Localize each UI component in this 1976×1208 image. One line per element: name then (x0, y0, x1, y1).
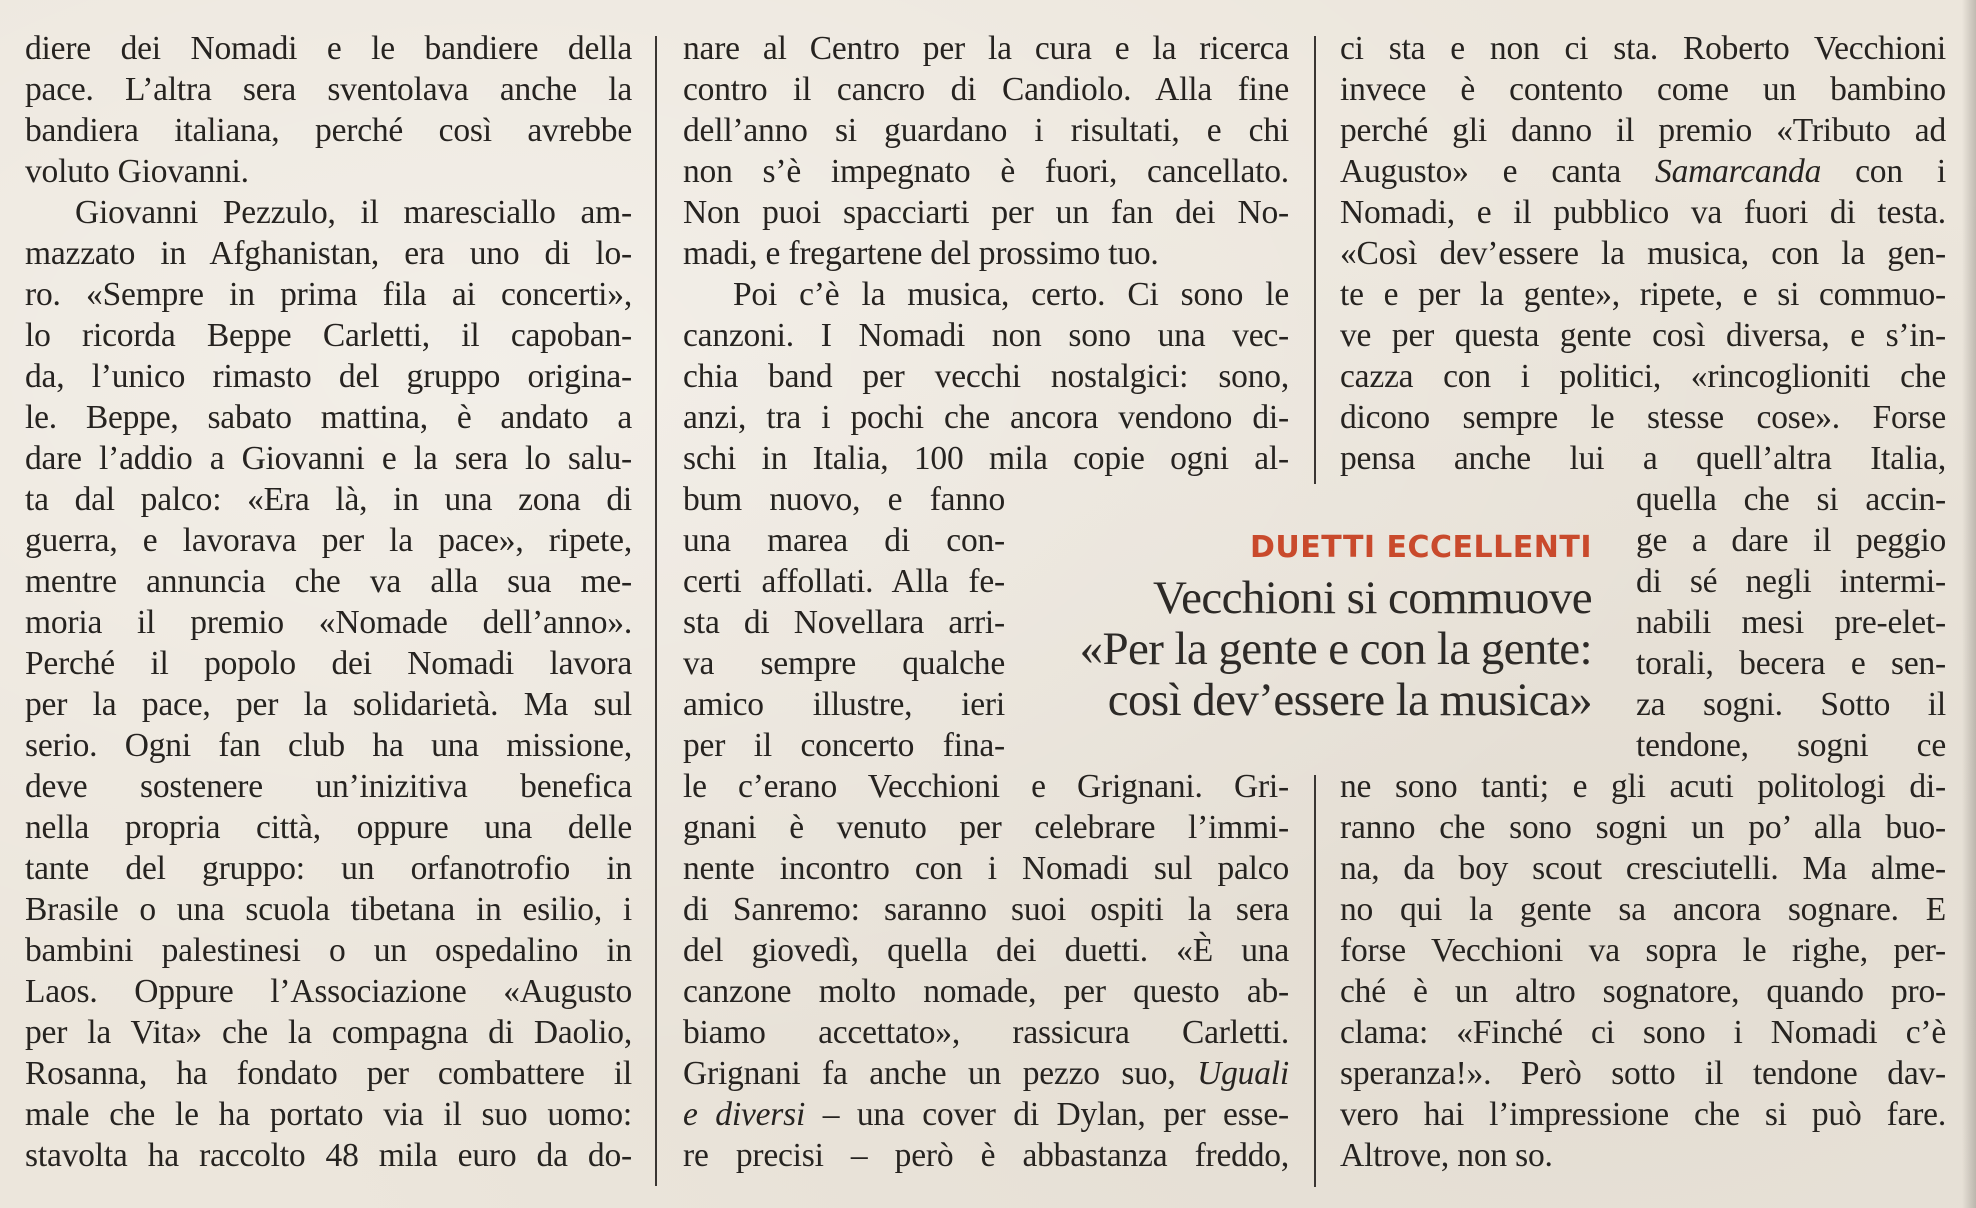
text-line: Perché il popolo dei Nomadi lavora (25, 645, 632, 682)
text-line: contro il cancro di Candiolo. Alla fine (683, 71, 1289, 108)
column-rule-right-top (1314, 36, 1316, 484)
text-line: per il concerto fina- (683, 727, 1005, 764)
paragraph-start-line: Poi c’è la musica, certo. Ci sono le (733, 276, 1289, 313)
text-line: guerra, e lavorava per la pace», ripete, (25, 522, 632, 559)
text-line: bambini palestinesi o un ospedalino in (25, 932, 632, 969)
text-line: ta dal palco: «Era là, in una zona di (25, 481, 632, 518)
text-line: voluto Giovanni. (25, 153, 249, 190)
text-line: re precisi – però è abbastanza freddo, (683, 1137, 1289, 1174)
text-line: diere dei Nomadi e le bandiere della (25, 30, 632, 67)
text-run: – una cover di Dylan, per esse- (822, 1096, 1289, 1133)
pull-quote-headline-line: «Per la gente e con la gente: (1079, 623, 1592, 675)
text-line: da, l’unico rimasto del gruppo origina- (25, 358, 632, 395)
text-line: va sempre qualche (683, 645, 1005, 682)
text-line-with-title (683, 1094, 1289, 1135)
text-line: serio. Ogni fan club ha una missione, (25, 727, 632, 764)
text-line: ci sta e non ci sta. Roberto Vecchioni (1340, 30, 1946, 67)
text-line: dicono sempre le stesse cose». Forse (1340, 399, 1946, 436)
text-line: canzone molto nomade, per questo ab- (683, 973, 1289, 1010)
text-line: torali, becera e sen- (1636, 645, 1946, 682)
text-line: le. Beppe, sabato mattina, è andato a (25, 399, 632, 436)
pull-quote-headline-line: Vecchioni si commuove (1152, 572, 1592, 624)
text-line: moria il premio «Nomade dell’anno». (25, 604, 632, 641)
text-line: te e per la gente», ripete, e si commuo- (1340, 276, 1946, 313)
column-rule-left (655, 36, 657, 1186)
text-line: mentre annuncia che va alla sua me- (25, 563, 632, 600)
text-line-with-title (683, 1053, 1289, 1094)
text-line: madi, e fregartene del prossimo tuo. (683, 235, 1159, 272)
column-rule-right-bottom (1314, 775, 1316, 1187)
text-line: speranza!». Però sotto il tendone dav- (1340, 1055, 1946, 1092)
text-line: nabili mesi pre-elet- (1636, 604, 1946, 641)
text-line: gnani è venuto per celebrare l’immi- (683, 809, 1289, 846)
text-run: Augusto» e canta (1340, 153, 1622, 190)
text-line: ve per questa gente così diversa, e s’in- (1340, 317, 1946, 354)
text-line: vero hai l’impressione che si può fare. (1340, 1096, 1946, 1133)
text-line: canzoni. I Nomadi non sono una vec- (683, 317, 1289, 354)
text-line: pace. L’altra sera sventolava anche la (25, 71, 632, 108)
text-line: Laos. Oppure l’Associazione «Augusto (25, 973, 632, 1010)
text-line: nella propria città, oppure una delle (25, 809, 632, 846)
text-line: Brasile o una scuola tibetana in esilio, i (25, 891, 632, 928)
text-line: za sogni. Sotto il (1636, 686, 1946, 723)
text-line: chia band per vecchi nostalgici: sono, (683, 358, 1289, 395)
paragraph-start-line: Giovanni Pezzulo, il maresciallo am- (75, 194, 632, 231)
pull-quote-kicker: DUETTI ECCELLENTI (1250, 530, 1592, 565)
text-line: cazza con i politici, «rincoglioniti che (1340, 358, 1946, 395)
text-line: na, da boy scout cresciutelli. Ma alme- (1340, 850, 1946, 887)
text-line: di sé negli intermi- (1636, 563, 1946, 600)
text-line: perché gli danno il premio «Tributo ad (1340, 112, 1946, 149)
text-line: bandiera italiana, perché così avrebbe (25, 112, 632, 149)
text-line: Non puoi spacciarti per un fan dei No- (683, 194, 1289, 231)
text-line: del giovedì, quella dei duetti. «È una (683, 932, 1289, 969)
text-line: quella che si accin- (1636, 481, 1946, 518)
text-line: schi in Italia, 100 mila copie ogni al- (683, 440, 1289, 477)
text-line: lo ricorda Beppe Carletti, il capoban- (25, 317, 632, 354)
text-line: dell’anno si guardano i risultati, e chi (683, 112, 1289, 149)
text-line: per la Vita» che la compagna di Daolio, (25, 1014, 632, 1051)
text-line: bum nuovo, e fanno (683, 481, 1005, 518)
text-line: biamo accettato», rassicura Carletti. (683, 1014, 1289, 1051)
text-line: forse Vecchioni va sopra le righe, per- (1340, 932, 1946, 969)
text-line: pensa anche lui a quell’altra Italia, (1340, 440, 1946, 477)
text-line: Rosanna, ha fondato per combattere il (25, 1055, 632, 1092)
song-title-italic: Samarcanda (1655, 153, 1822, 190)
text-line: non s’è impegnato è fuori, cancellato. (683, 153, 1289, 190)
text-line-with-title (1340, 151, 1946, 192)
text-line: invece è contento come un bambino (1340, 71, 1946, 108)
text-line: no qui la gente sa ancora sognare. E (1340, 891, 1946, 928)
pull-quote-headline-line: così dev’essere la musica» (1107, 674, 1592, 726)
text-line: dare l’addio a Giovanni e la sera lo salu- (25, 440, 632, 477)
text-line: clama: «Finché ci sono i Nomadi c’è (1340, 1014, 1946, 1051)
text-line: le c’erano Vecchioni e Grignani. Gri- (683, 768, 1289, 805)
text-line: una marea di con- (683, 522, 1005, 559)
text-line: anzi, tra i pochi che ancora vendono di- (683, 399, 1289, 436)
text-line: di Sanremo: saranno suoi ospiti la sera (683, 891, 1289, 928)
text-line: male che le ha portato via il suo uomo: (25, 1096, 632, 1133)
text-line: ro. «Sempre in prima fila ai concerti», (25, 276, 632, 313)
text-line: tendone, sogni ce (1636, 727, 1946, 764)
text-line: amico illustre, ieri (683, 686, 1005, 723)
text-run: con i (1855, 153, 1946, 190)
text-line: stavolta ha raccolto 48 mila euro da do- (25, 1137, 632, 1174)
text-line: ne sono tanti; e gli acuti politologi di- (1340, 768, 1946, 805)
text-line: nare al Centro per la cura e la ricerca (683, 30, 1289, 67)
text-line: ranno che sono sogni un po’ alla buo- (1340, 809, 1946, 846)
text-line: certi affollati. Alla fe- (683, 563, 1005, 600)
text-line: nente incontro con i Nomadi sul palco (683, 850, 1289, 887)
text-line: tante del gruppo: un orfanotrofio in (25, 850, 632, 887)
page-edge-shadow (1962, 0, 1976, 1208)
text-line: deve sostenere un’inizitiva benefica (25, 768, 632, 805)
song-title-italic: e diversi (683, 1096, 806, 1133)
text-run: Grignani fa anche un pezzo suo, (683, 1055, 1176, 1092)
text-line: ge a dare il peggio (1636, 522, 1946, 559)
text-line: per la pace, per la solidarietà. Ma sul (25, 686, 632, 723)
text-line: mazzato in Afghanistan, era uno di lo- (25, 235, 632, 272)
text-line: ché è un altro sognatore, quando pro- (1340, 973, 1946, 1010)
text-line: Altrove, non so. (1340, 1137, 1553, 1174)
text-line: «Così dev’essere la musica, con la gen- (1340, 235, 1946, 272)
song-title-italic: Uguali (1197, 1055, 1289, 1092)
text-line: sta di Novellara arri- (683, 604, 1005, 641)
text-line: Nomadi, e il pubblico va fuori di testa. (1340, 194, 1946, 231)
